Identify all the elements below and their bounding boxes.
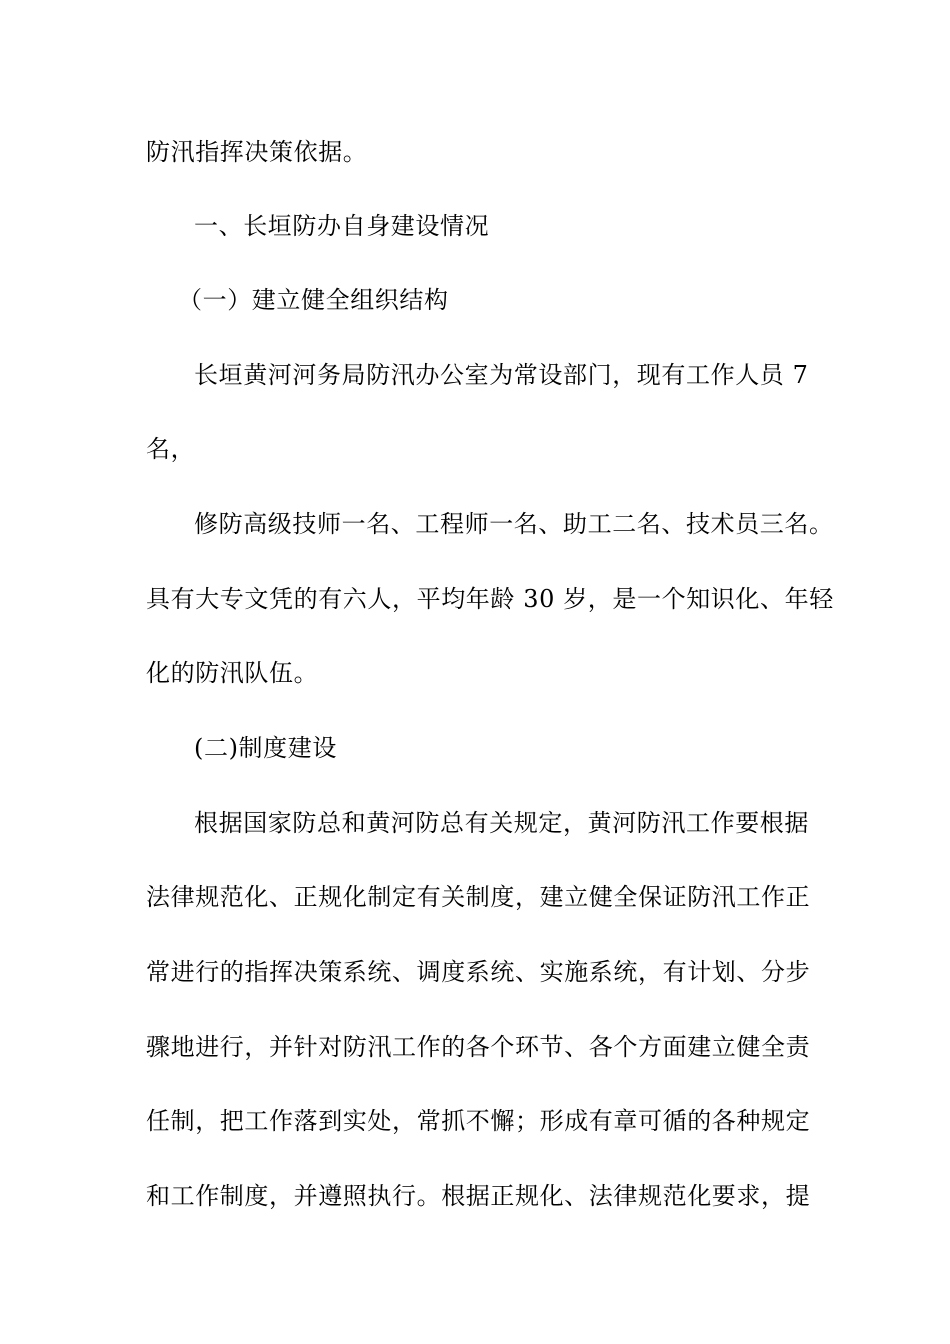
paragraph-line: 法律规范化、正规化制定有关制度，建立健全保证防汛工作正 [146, 883, 811, 911]
paragraph-line: 常进行的指挥决策系统、调度系统、实施系统，有计划、分步 [146, 958, 811, 986]
paragraph-line: 名， [146, 435, 196, 463]
paragraph-line: 具有大专文凭的有六人，平均年龄 30 岁，是一个知识化、年轻 [146, 585, 834, 613]
paragraph-line: 和工作制度，并遵照执行。根据正规化、法律规范化要求，提 [146, 1182, 811, 1210]
section-heading: 一、长垣防办自身建设情况 [194, 212, 490, 240]
paragraph-line: 长垣黄河河务局防汛办公室为常设部门，现有工作人员 7 [194, 361, 809, 389]
paragraph-line: 骤地进行，并针对防汛工作的各个环节、各个方面建立健全责 [146, 1033, 811, 1061]
paragraph-line: 根据国家防总和黄河防总有关规定，黄河防汛工作要根据 [194, 809, 809, 837]
text-line: 防汛指挥决策依据。 [146, 138, 368, 166]
subsection-heading: （一）建立健全组织结构 [178, 286, 449, 314]
paragraph-line: 化的防汛队伍。 [146, 659, 319, 687]
paragraph-line: 任制，把工作落到实处，常抓不懈；形成有章可循的各种规定 [146, 1107, 811, 1135]
paragraph-line: 修防高级技师一名、工程师一名、助工二名、技术员三名。 [194, 510, 834, 538]
subsection-heading: (二)制度建设 [194, 734, 337, 762]
